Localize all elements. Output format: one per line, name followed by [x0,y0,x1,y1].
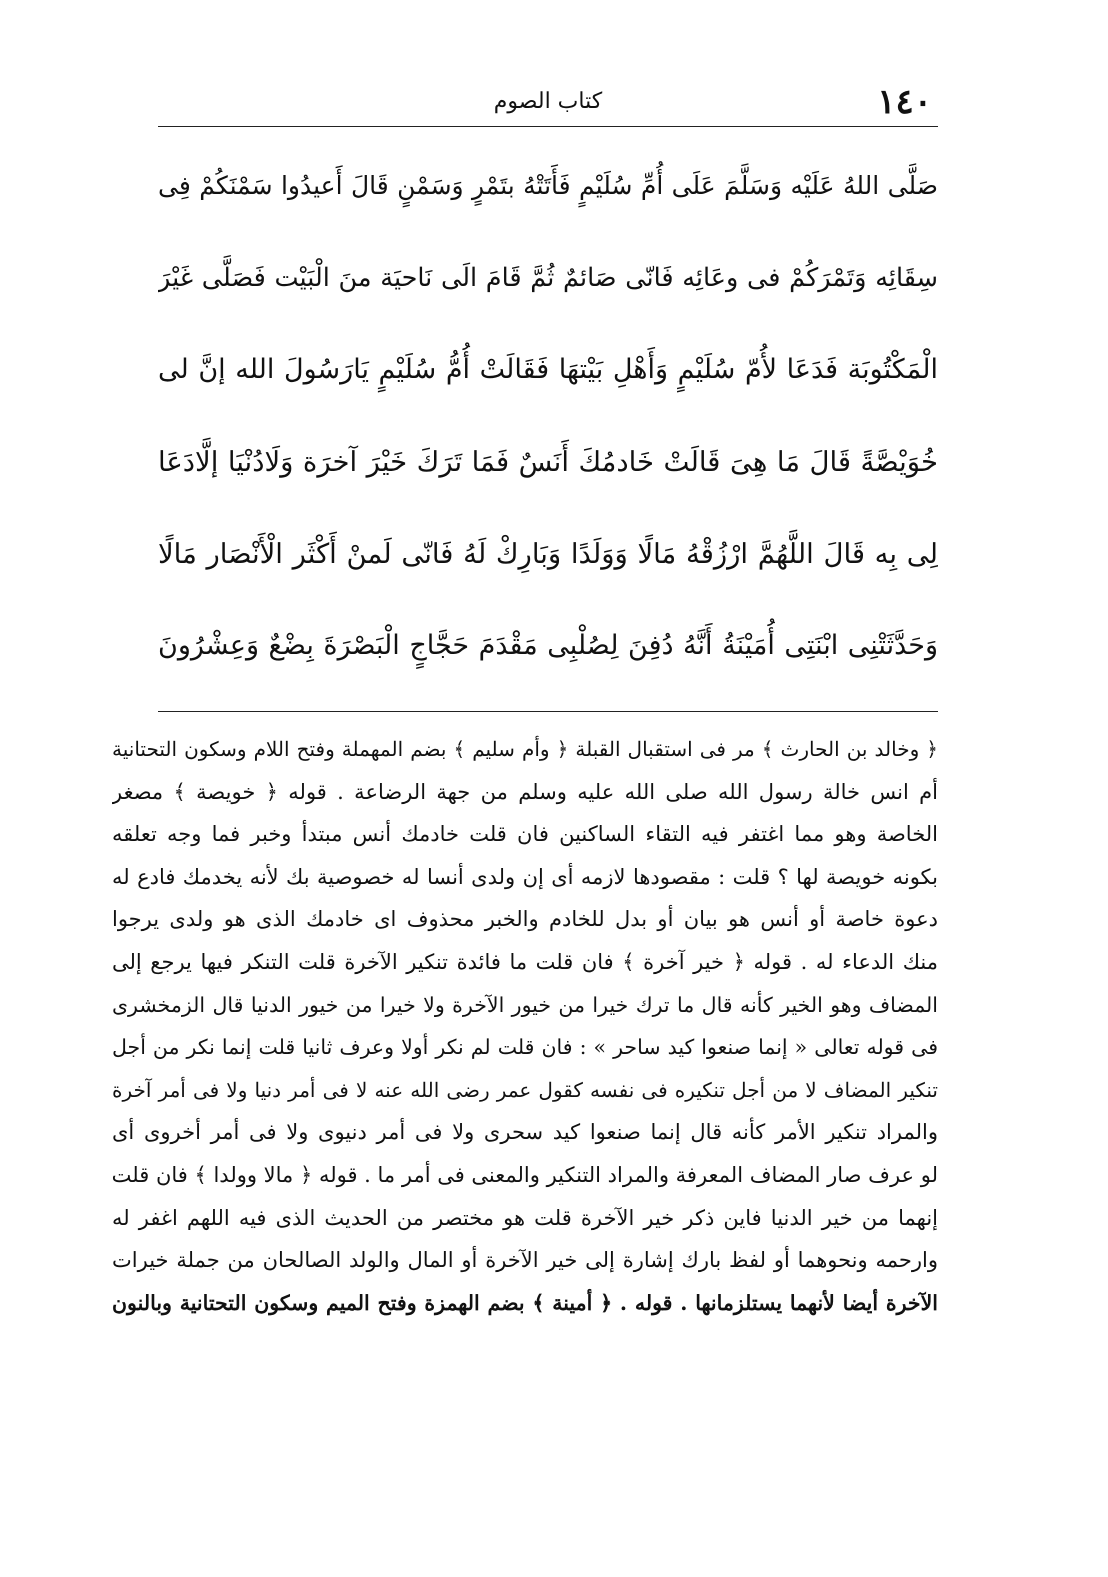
commentary-line: منك الدعاء له . قوله ﴿ خير آخرة ﴾ فان قلت ما فائدة تنكير الآخرة قلت التنكر فيها يرجع إلى [112,949,938,974]
hadith-line: صَلَّى اللهُ عَلَيْه وَسَلَّمَ عَلَى أُمِّ سُلَيْمٍ فَأَتَتْهُ بتَمْرٍ وَسَمْنٍ قَالَ أَعيدُوا سَمْنَكُمْ فِى [158,171,938,200]
hadith-text [158,140,938,692]
hadith-line: وَحَدَّثَتْنِى ابْنَتِى أُمَيْنَةُ أَنَّهُ دُفِنَ لِصُلْبِى مَقْدَمَ حَجَّاجٍ الْبَصْرَةَ بِضْعٌ وَعِشْرُونَ [158,630,938,661]
commentary-line: والمراد تنكير الأمر كأنه قال إنما صنعوا كيد سحرى ولا فى أمر دنيوى ولا فى أمر أخروى أى [112,1120,938,1145]
hadith-line: خُوَيْصَّةً قَالَ مَا هِىَ قَالَتْ خَادمُكَ أَنَسٌ فَمَا تَرَكَ خَيْرَ آخرَة وَلَادُنْيَا إلَّادَعَا [158,446,938,478]
commentary-line: الخاصة وهو مما اغتفر فيه التقاء الساكنين فان قلت خادمك أنس مبتدأ وخبر فما وجه تعلقه [112,822,938,847]
hadith-line: سِقَائِه وَتَمْرَكُمْ فى وعَائِه فَانّى صَائمٌ ثُمَّ قَامَ الَى نَاحيَة منَ الْبَيْت فَصَلَّى غَيْرَ [158,263,938,293]
commentary-separator [158,711,938,712]
page-number: ١٤٠ [877,82,932,122]
hadith-line: لِى بِه قَالَ اللَّهُمَّ ارْزُقْهُ مَالًا وَوَلَدًا وَبَارِكْ لَهُ فَانّى لَمنْ أَكْثَر الْأَنْصَار مَالًا [158,538,938,570]
commentary-line: تنكير المضاف لا من أجل تنكيره فى نفسه كقول عمر رضى الله عنه لا فى أمر دنيا ولا فى أمر آخرة [112,1077,938,1102]
header-rule [158,126,938,127]
commentary-line: بكونه خويصة لها ؟ قلت : مقصودها لازمه أى إن ولدى أنسا له خصوصية بك لأنه يخدمك فادع له [112,864,938,889]
commentary-line: وارحمه ونحوهما أو لفظ بارك إشارة إلى خير الآخرة أو المال والولد الصالحان من جملة خيرات [112,1248,938,1273]
commentary-line: أم انس خالة رسول الله صلى الله عليه وسلم من جهة الرضاعة . قوله ﴿ خويصة ﴾ مصغر [112,779,938,804]
commentary-line: دعوة خاصة أو أنس هو بيان أو بدل للخادم والخبر محذوف اى خادمك الذى هو ولدى يرجوا [112,907,938,932]
commentary-text [112,728,938,1324]
commentary-line: الآخرة أيضا لأنهما يستلزمانها . قوله . ﴿ أمينة ﴾ بضم الهمزة وفتح الميم وسكون التحتانية وبالنون [112,1290,938,1315]
hadith-line: الْمَكْتُوبَة فَدَعَا لأُمّ سُلَيْمٍ وَأَهْلِ بَيْتهَا فَقَالَتْ أُمُّ سُلَيْمٍ يَارَسُولَ الله إنَّ لى [158,354,938,385]
commentary-line: ﴿ وخالد بن الحارث ﴾ مر فى استقبال القبلة ﴿ وأم سليم ﴾ بضم المهملة وفتح اللام وسكون التحتانية [112,737,938,761]
commentary-line: المضاف وهو الخير كأنه قال ما ترك خيرا من خيور الآخرة ولا خيرا من خيور الدنيا قال الزمخشرى [112,992,938,1017]
commentary-line: فى قوله تعالى « إنما صنعوا كيد ساحر » : فان قلت لم نكر أولا وعرف ثانيا قلت إنما نكر من أجل [112,1035,938,1060]
page-header [158,80,938,124]
commentary-line: لو عرف صار المضاف المعرفة والمراد التنكير والمعنى فى أمر ما . قوله ﴿ مالا وولدا ﴾ فان قلت [112,1162,938,1187]
commentary-line: إنهما من خير الدنيا فاين ذكر خير الآخرة قلت هو مختصر من الحديث الذى فيه اللهم اغفر له [112,1205,938,1230]
running-title: كتاب الصوم [493,89,603,114]
